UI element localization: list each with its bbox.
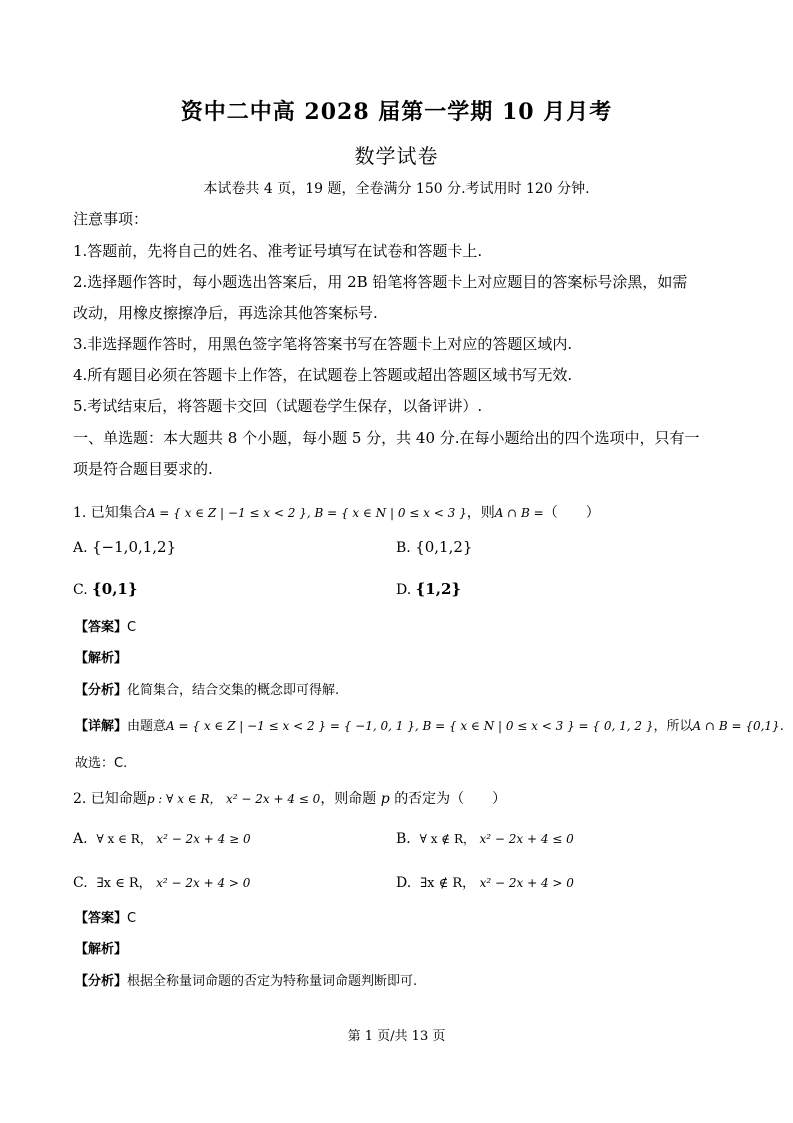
option-quant: ∃x ∉ R，: [420, 876, 476, 891]
q1-detail: [75, 715, 784, 734]
q1-option-b: [396, 538, 472, 556]
q2-option-d: [396, 872, 574, 891]
q2-option-a: [73, 830, 251, 847]
exam-title: 资中二中高 2028 届第一学期 10 月月考: [180, 99, 613, 125]
fenxi-tag: 【分析】: [75, 683, 128, 698]
detail-mid: ，所以: [653, 719, 693, 734]
option-label: B.: [396, 831, 411, 847]
option-value: {−1,0,1,2}: [92, 538, 177, 556]
option-quant: ∀ x ∉ R，: [419, 832, 476, 846]
notes-heading: 注意事项：: [73, 210, 149, 228]
q1-option-a: [73, 538, 176, 556]
option-quant: ∀ x ∈ R，: [96, 832, 152, 846]
option-label: B.: [396, 540, 411, 556]
answer-value: C: [127, 620, 137, 635]
option-quant: ∃x ∈ R，: [96, 876, 152, 891]
q1-set-b: , B = { x ∈ N | 0 ≤ x < 3 }: [306, 506, 467, 520]
q2-fenxi: [75, 970, 417, 989]
fenxi-text: 根据全称量词命题的否定为特称量词命题判断即可.: [127, 974, 418, 989]
option-value: {0,1}: [92, 580, 138, 598]
option-ineq: x² − 2x + 4 ≥ 0: [156, 832, 251, 846]
note-item: 2.选择题作答时，每小题选出答案后，用 2B 铅笔将答题卡上对应题目的答案标号涂黑，如需: [73, 273, 688, 291]
q1-analysis-tag: 【解析】: [75, 651, 128, 666]
answer-tag: 【答案】: [75, 911, 128, 926]
detail-end: .: [779, 719, 784, 734]
page-footer: 第 1 页/共 13 页: [347, 1029, 446, 1044]
option-ineq: x² − 2x + 4 > 0: [479, 876, 574, 890]
q2-mid: ，则命题: [320, 791, 377, 807]
q1-option-c: [73, 580, 138, 598]
fenxi-text: 化简集合，结合交集的概念即可得解.: [127, 683, 340, 698]
note-item: 4.所有题目必须在答题卡上作答，在试题卷上答题或超出答题区域书写无效.: [73, 366, 573, 384]
answer-value: C: [127, 911, 137, 926]
answer-tag: 【答案】: [75, 620, 128, 635]
detail-prefix: 由题意: [127, 719, 167, 734]
option-label: C.: [73, 875, 88, 891]
section-heading-cont: 项是符合题目要求的.: [73, 460, 213, 478]
question-1-stem: [73, 502, 600, 522]
option-value: {1,2}: [415, 580, 462, 598]
q1-choose: 故选：C.: [75, 756, 128, 771]
q2-prop: p : ∀ x ∈ R，: [146, 792, 222, 806]
q2-ineq: x² − 2x + 4 ≤ 0: [226, 792, 321, 806]
note-item: 5.考试结束后，将答题卡交回（试题卷学生保存，以备评讲）.: [73, 397, 483, 415]
option-label: D.: [396, 875, 412, 891]
option-label: A.: [73, 831, 88, 847]
exam-intro: 本试卷共 4 页，19 题，全卷满分 150 分.考试用时 120 分钟.: [203, 181, 590, 197]
q2-option-c: [73, 872, 250, 891]
detail-result: A ∩ B = {0,1}: [692, 719, 780, 733]
detail-set-a: A = { x ∈ Z | −1 ≤ x < 2 } = { −1, 0, 1 }: [166, 719, 415, 733]
q2-p: p: [380, 791, 390, 807]
detail-tag: 【详解】: [75, 719, 128, 734]
q1-fenxi: [75, 679, 339, 698]
q1-set-a: A = { x ∈ Z | −1 ≤ x < 2 }: [146, 506, 307, 520]
q1-answer: [75, 616, 136, 635]
section-heading: 一、单选题：本大题共 8 个小题，每小题 5 分，共 40 分.在每小题给出的四个选项中，只有一: [73, 429, 700, 447]
question-2-stem: [73, 788, 506, 808]
q1-option-d: [396, 580, 461, 598]
note-item: 1.答题前，先将自己的姓名、准考证号填写在试卷和答题卡上.: [73, 242, 483, 260]
q1-prefix: 1. 已知集合: [73, 505, 147, 521]
option-label: C.: [73, 582, 88, 598]
q2-prefix: 2. 已知命题: [73, 791, 147, 807]
q2-end: 的否定为（ ）: [394, 791, 507, 807]
option-ineq: x² − 2x + 4 ≤ 0: [479, 832, 574, 846]
note-item: 3.非选择题作答时，用黑色签字笔将答案书写在答题卡上对应的答题区域内.: [73, 335, 573, 353]
q2-answer: [75, 907, 136, 926]
option-value: {0,1,2}: [415, 538, 473, 556]
detail-set-b: , B = { x ∈ N | 0 ≤ x < 3 } = { 0, 1, 2 }: [414, 719, 654, 733]
q1-mid: ，则: [466, 505, 495, 521]
option-label: D.: [396, 582, 412, 598]
option-ineq: x² − 2x + 4 > 0: [156, 876, 251, 890]
q2-option-b: [396, 830, 574, 847]
fenxi-tag: 【分析】: [75, 974, 128, 989]
option-label: A.: [73, 540, 88, 556]
q2-analysis-tag: 【解析】: [75, 942, 128, 957]
q1-paren: （ ）: [543, 505, 600, 521]
q1-expr: A ∩ B =: [494, 506, 544, 520]
exam-subtitle: 数学试卷: [354, 144, 439, 168]
note-item: 改动，用橡皮擦擦净后，再选涂其他答案标号.: [73, 304, 378, 322]
